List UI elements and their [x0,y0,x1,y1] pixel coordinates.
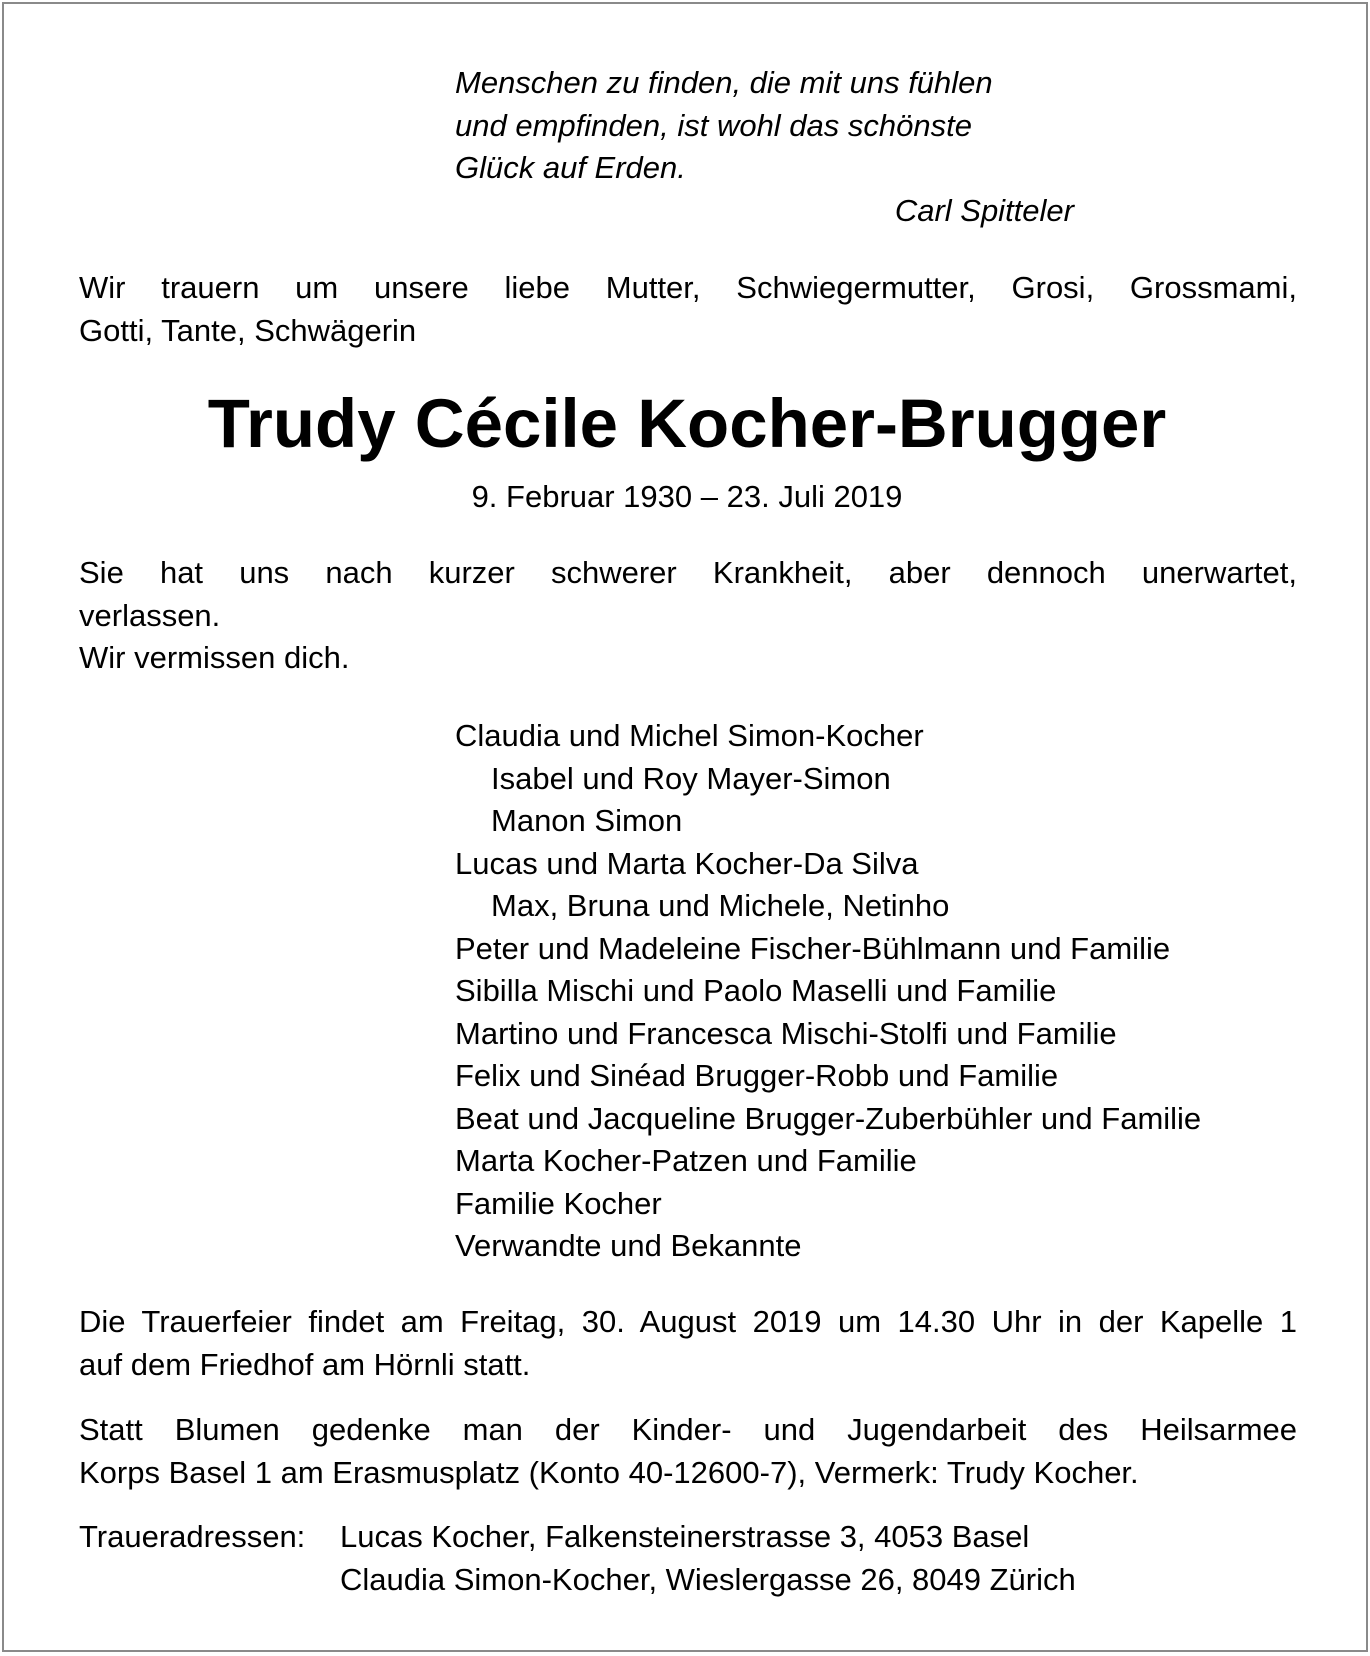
address-row [79,1559,1297,1602]
life-dates: 9. Februar 1930 – 23. Juli 2019 [471,479,903,514]
quote-author: Carl Spitteler [894,192,1074,228]
addresses-block [79,1516,1297,1601]
addresses-label: Traueradressen: [79,1519,306,1554]
mourner-entry: Felix und Sinéad Brugger-Robb und Familie [455,1058,1059,1093]
intro-line: Wir trauern um unsere liebe Mutter, Schwiegermutter, Grosi, Grossmami, [79,270,1297,305]
quote-block [455,62,1075,232]
intro-paragraph [79,267,1297,352]
mourner-entry: Manon Simon [491,803,683,838]
ceremony-line: Die Trauerfeier findet am Freitag, 30. August 2019 um 14.30 Uhr in der Kapelle 1 [79,1304,1297,1339]
donation-line: Statt Blumen gedenke man der Kinder- und Jugendarbeit des Heilsarmee [79,1412,1297,1447]
ceremony-line: auf dem Friedhof am Hörnli statt. [79,1346,531,1382]
mourner-entry: Lucas und Marta Kocher-Da Silva [455,845,919,881]
mourner-entry: Isabel und Roy Mayer-Simon [491,760,891,796]
message-line: Wir vermissen dich. [79,640,350,675]
obituary-notice [2,2,1368,1652]
mourner-entry: Sibilla Mischi und Paolo Maselli und Familie [455,973,1057,1008]
message-paragraph [79,552,1297,680]
deceased-name: Trudy Cécile Kocher-Brugger [207,385,1167,462]
mourner-entry: Verwandte und Bekannte [455,1228,802,1263]
mourner-entry: Marta Kocher-Patzen und Familie [455,1143,917,1178]
donation-line: Korps Basel 1 am Erasmusplatz (Konto 40-12600-7), Vermerk: Trudy Kocher. [79,1454,1139,1490]
mourner-entry: Claudia und Michel Simon-Kocher [455,718,924,753]
message-line: Sie hat uns nach kurzer schwerer Krankheit, aber dennoch unerwartet, [79,555,1297,590]
mourner-entry: Peter und Madeleine Fischer-Bühlmann und Familie [455,930,1171,966]
mourner-entry: Familie Kocher [455,1185,662,1221]
address-entry: Lucas Kocher, Falkensteinerstrasse 3, 4053 Basel [340,1519,1030,1554]
message-line: verlassen. [79,597,221,633]
address-row [79,1516,1297,1559]
donation-paragraph [79,1409,1297,1494]
quote-line: und empfinden, ist wohl das schönste [455,107,972,143]
ceremony-paragraph [79,1301,1297,1386]
address-entry: Claudia Simon-Kocher, Wieslergasse 26, 8049 Zürich [340,1561,1076,1597]
quote-line: Glück auf Erden. [455,150,686,185]
mourner-entry: Beat und Jacqueline Brugger-Zuberbühler und Familie [455,1100,1202,1136]
mourners-list [455,715,1305,1268]
mourner-entry: Martino und Francesca Mischi-Stolfi und Familie [455,1015,1117,1051]
quote-line: Menschen zu finden, die mit uns fühlen [455,65,993,100]
intro-line: Gotti, Tante, Schwägerin [79,312,417,348]
mourner-entry: Max, Bruna und Michele, Netinho [491,888,950,923]
